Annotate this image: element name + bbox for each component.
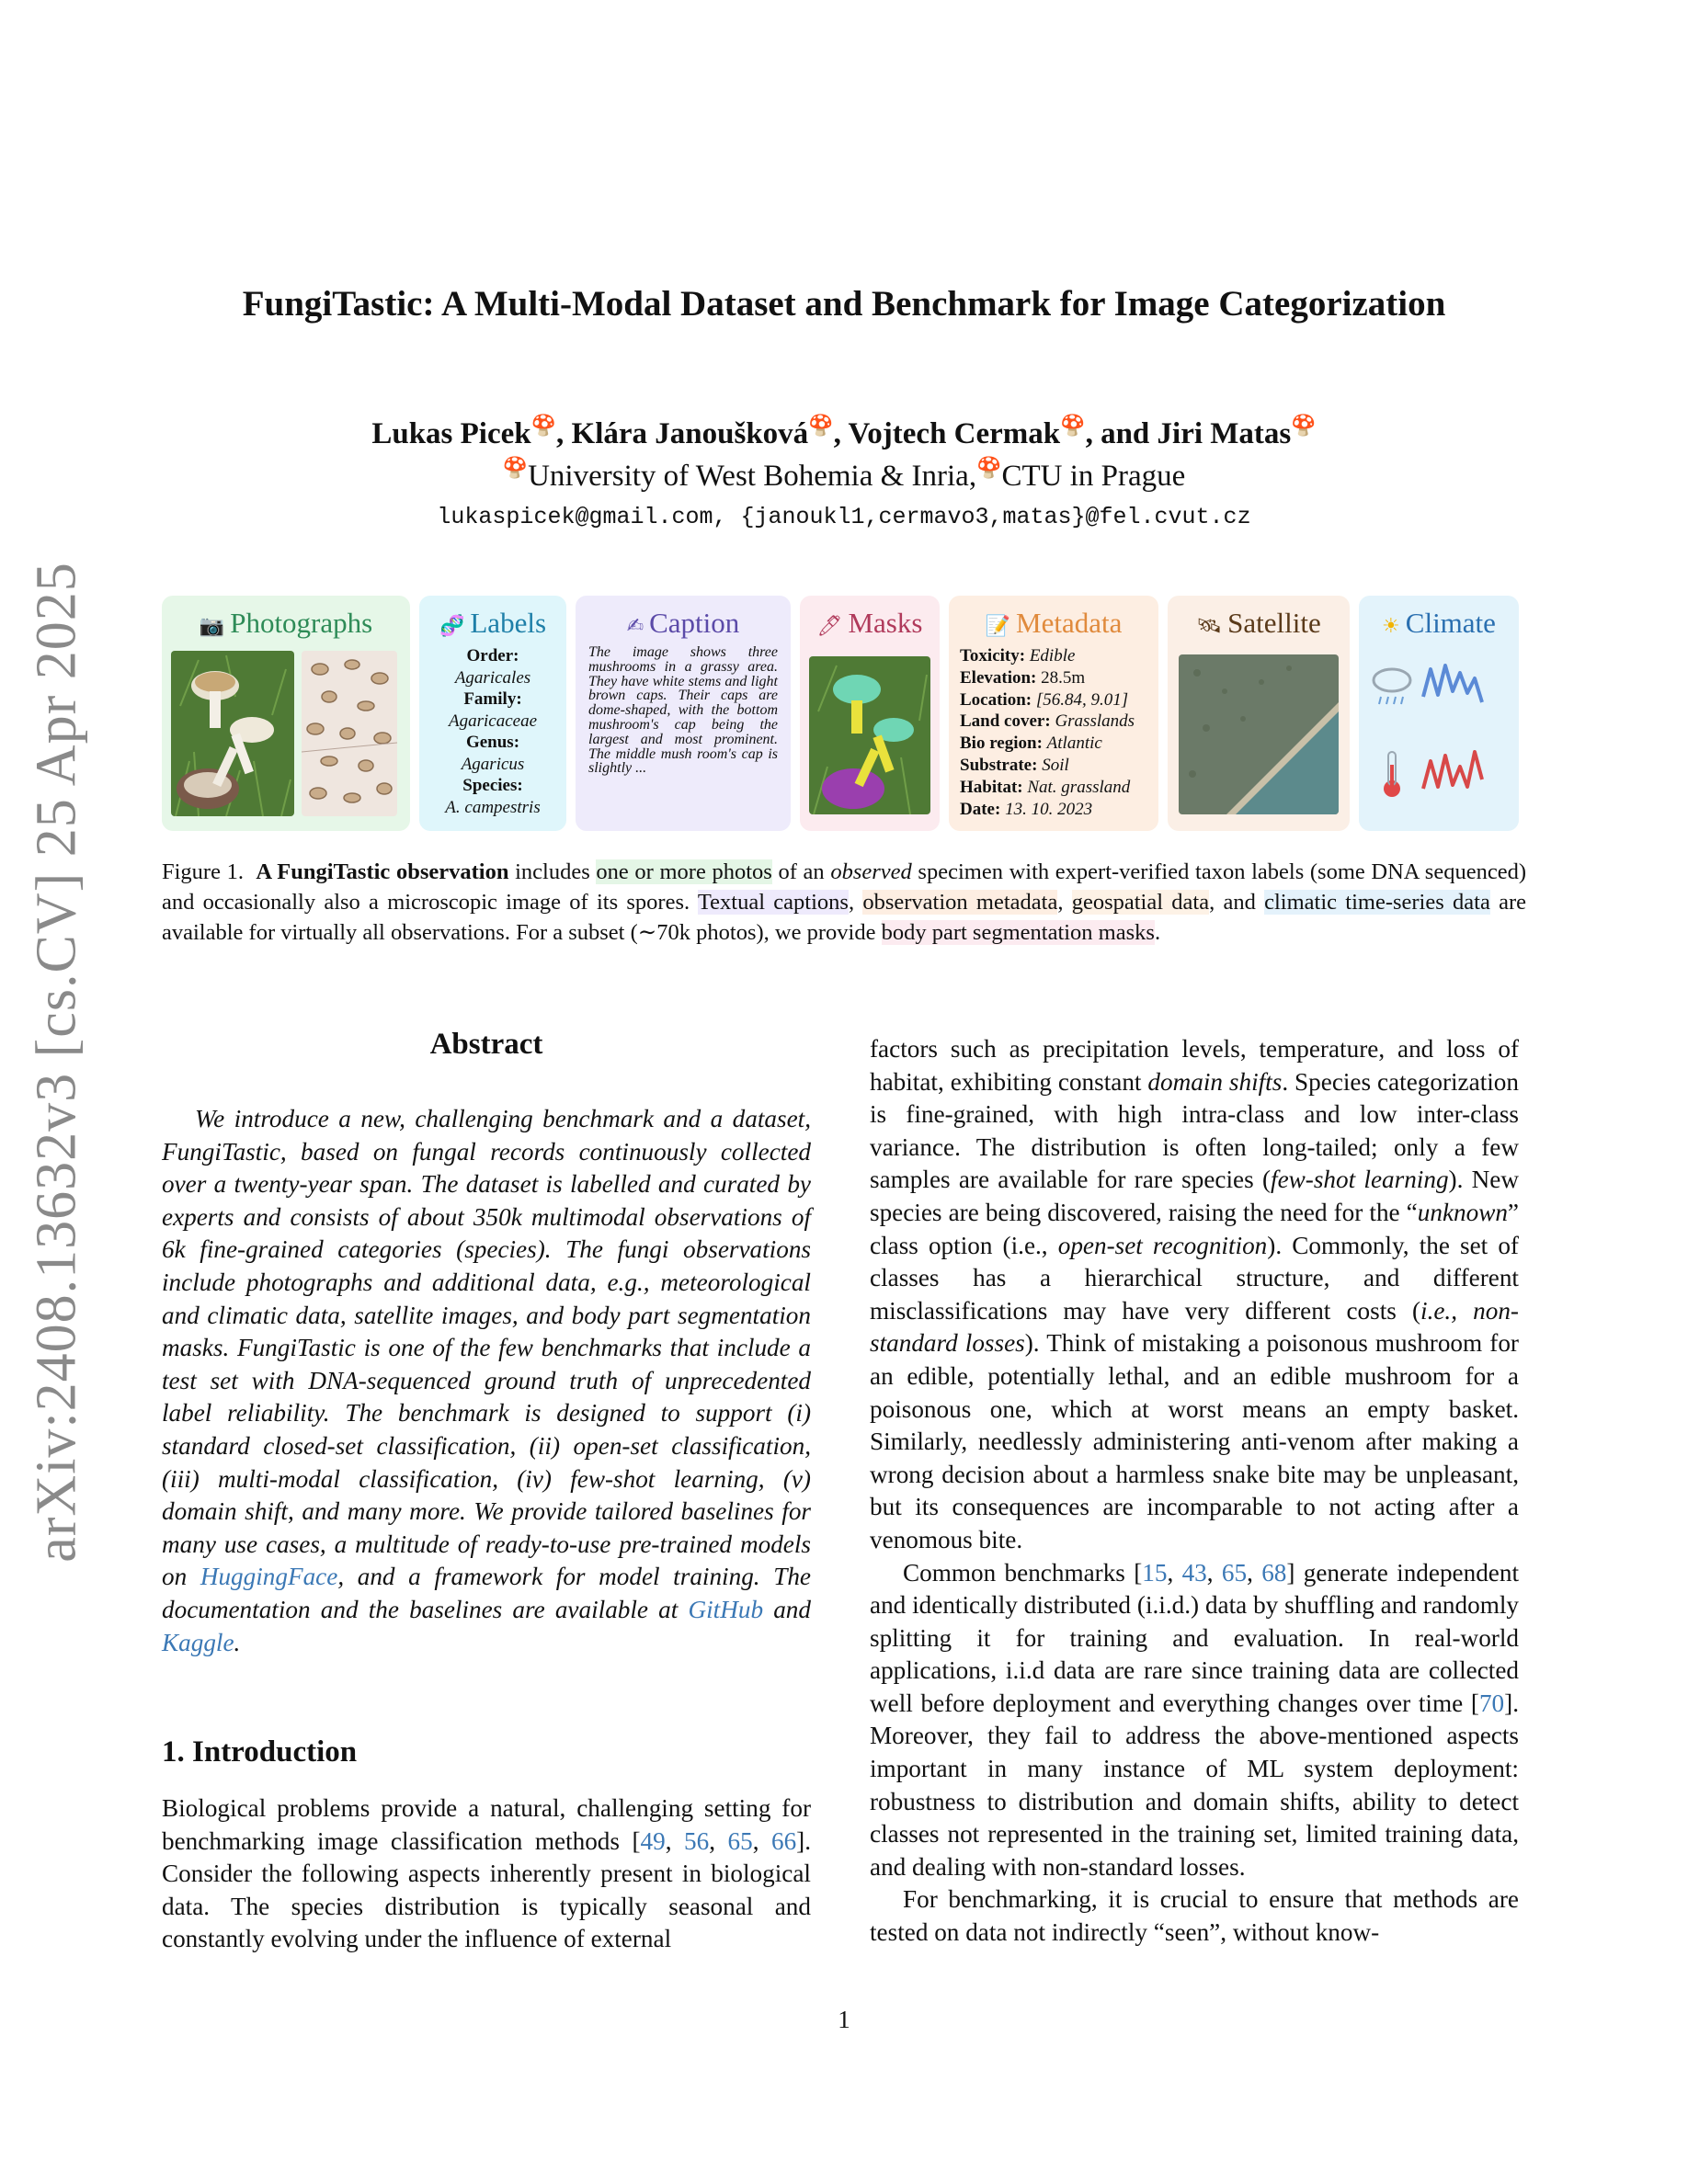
affiliations — [0, 456, 1688, 494]
metadata-list — [956, 645, 1151, 820]
abstract-heading: Abstract — [429, 1028, 543, 1061]
panel-title: Masks — [848, 607, 923, 639]
citation-link[interactable]: 56 — [684, 1826, 710, 1855]
author-name: Jiri Matas — [1157, 417, 1292, 450]
segmentation-mask-image — [809, 656, 930, 814]
panel-metadata — [949, 596, 1158, 831]
figure-caption: Figure 1. A FungiTastic observation includes one or more photos of an observed specimen with expert-verified taxon labels (some DNA sequenced) and occasionally also a microscopic image of its spores. Textual captions, observation metadata, geospatial data, and climatic time-series data are available for virtually all observations. For a subset (∼70k photos), we provide body part segmentation masks. — [162, 859, 1527, 945]
panel-title: Climate — [1405, 607, 1496, 639]
intro-heading: 1. Introduction — [162, 1735, 358, 1769]
panel-climate — [1359, 596, 1519, 831]
panel-photographs — [162, 596, 410, 831]
citation-link[interactable]: 70 — [1478, 1689, 1505, 1717]
author-name: Vojtech Cermak — [848, 417, 1061, 450]
climate-charts — [1368, 660, 1511, 816]
camera-icon: 📷 — [199, 615, 225, 638]
metadata-row: Habitat: Nat. grassland — [960, 777, 1131, 797]
panel-caption — [576, 596, 791, 831]
metadata-row: Bio region: Atlantic — [960, 734, 1102, 754]
satellite-icon: 🛰 — [1196, 615, 1223, 638]
citation-link[interactable]: 65 — [727, 1826, 753, 1855]
arxiv-id: arXiv:2408.13632v3 [cs.CV] 25 Apr 2025 — [25, 561, 88, 1563]
metadata-row: Substrate: Soil — [960, 755, 1069, 775]
mushroom-icon: 🍄 — [530, 414, 557, 437]
arxiv-stamp — [20, 561, 94, 1563]
memo-icon: 📝 — [985, 615, 1011, 638]
affiliation-uwb: University of West Bohemia & Inria, — [528, 460, 977, 493]
github-link[interactable]: GitHub — [688, 1595, 764, 1623]
citation-link[interactable]: 15 — [1142, 1558, 1168, 1587]
abstract-body: We introduce a new, challenging benchmark and a dataset, FungiTastic, based on fungal records continuously collected over a twenty-year span. The dataset is labelled and curated by experts and consists of about 350k multimodal observations of 6k fine-grained categories (species). The fungi observations include photographs and additional data, e.g., meteorological and climatic data, satellite images, and body part segmentation masks. FungiTastic is one of the few benchmarks that include a test set with DNA-sequenced ground truth of unprecedented label reliability. The benchmark is designed to support (i) standard closed-set classification, (ii) open-set classification, (iii) multi-modal classification, (iv) few-shot learning, (v) domain shift, and many more. We provide tailored baselines for many use cases, a multitude of ready-to-use pre-trained models on HuggingFace, and a framework for model training. The documentation and the baselines are available at GitHub and Kaggle. — [162, 1105, 811, 1656]
author-name: Lukas Picek — [371, 417, 531, 450]
citation-link[interactable]: 68 — [1261, 1558, 1287, 1587]
intro-body: Biological problems provide a natural, challenging setting for benchmarking image classification methods [49, 56, 65, 66]. Consider the following aspects inherently present in biological data. The species distribution is typically seasonal and constantly evolving under the influence of external — [162, 1794, 812, 1953]
panel-masks — [800, 596, 940, 831]
author-list: Lukas Picek🍄, Klára Janoušková🍄, Vojtech Cermak🍄, and Jiri Matas🍄 — [371, 414, 1317, 450]
citation-link[interactable]: 66 — [770, 1826, 797, 1855]
author-emails: lukaspicek@gmail.com, {janoukl1,cermavo3,matas}@fel.cvut.cz — [437, 504, 1251, 530]
citation-link[interactable]: 49 — [640, 1826, 666, 1855]
right-column-body — [870, 1033, 1519, 1950]
pen-icon: 🖊 — [816, 615, 843, 638]
mushroom-outline-icon: 🍄 — [1060, 414, 1086, 437]
panel-labels — [419, 596, 566, 831]
temperature-series — [1423, 752, 1482, 789]
precipitation-series — [1423, 665, 1482, 702]
writing-hand-icon: ✍ — [626, 615, 644, 638]
paragraph: For benchmarking, it is crucial to ensure that methods are tested on data not indirectly “seen”, without know- — [870, 1885, 1519, 1947]
rain-cloud-icon — [1374, 669, 1410, 704]
taxon-labels: Order: Agaricales Family: Agaricaceae Genus: Agaricus Species: A. campestris — [445, 646, 541, 817]
affiliation-ctu: CTU in Prague — [1001, 460, 1186, 493]
citation-link[interactable]: 43 — [1181, 1558, 1207, 1587]
mushroom-photo — [171, 651, 294, 816]
panel-title: Caption — [649, 607, 740, 639]
panel-title: Photographs — [230, 607, 373, 639]
dna-icon: 🧬 — [439, 615, 465, 638]
panel-title: Metadata — [1016, 607, 1123, 639]
huggingface-link[interactable]: HuggingFace — [200, 1563, 338, 1591]
panel-title: Satellite — [1227, 607, 1321, 639]
author-name: Klára Janoušková — [571, 417, 809, 450]
mushroom-icon: 🍄 — [502, 456, 529, 479]
paper-title: FungiTastic: A Multi-Modal Dataset and Benchmark for Image Categorization — [242, 284, 1446, 324]
metadata-row: Toxicity: Edible — [960, 646, 1076, 665]
thermometer-icon — [1384, 752, 1400, 797]
sun-icon: ☀ — [1382, 615, 1400, 638]
metadata-row: Land cover: Grasslands — [960, 711, 1135, 732]
metadata-row: Date: 13. 10. 2023 — [960, 799, 1093, 819]
metadata-row: Location: [56.84, 9.01] — [960, 689, 1129, 710]
paragraph: factors such as precipitation levels, temperature, and loss of habitat, exhibiting constant domain shifts. Species categorization is fine-grained, with high intra-class and low inter-class variance. The distribution is often long-tailed; only a few samples are available for rare species (few-shot learning). New species are being discovered, raising the need for the “unknown” class option (i.e., open-set recognition). Commonly, the set of classes has a hierarchical structure, and different misclassifications may have very different costs (i.e., non-standard losses). Think of mistaking a poisonous mushroom for an edible, potentially lethal, and an edible mushroom for a poisonous one, which at worst means an empty basket. Similarly, needlessly administering anti-venom after making a wrong decision about a harmless snake bite may be unpleasant, but its consequences are incomparable to not acting after a venomous bite. — [870, 1035, 1519, 1553]
page-number: 1 — [838, 2006, 850, 2033]
satellite-image — [1179, 654, 1339, 814]
mushroom-outline-icon: 🍄 — [1291, 414, 1317, 437]
mushroom-outline-icon: 🍄 — [808, 414, 834, 437]
kaggle-link[interactable]: Kaggle — [162, 1628, 234, 1656]
citation-link[interactable]: 65 — [1221, 1558, 1248, 1587]
panel-satellite — [1168, 596, 1350, 831]
paragraph: Common benchmarks [15, 43, 65, 68] generate independent and identically distributed (i.i.d.) data by shuffling and randomly splitting it for training and evaluation. In real-world applications, i.i.d data are rare since training data are collected well before deployment and everything changes over time [70]. Moreover, they fail to address the above-mentioned aspects important in many instance of ML system deployment: robustness to distribution and domain shifts, ability to detect classes not represented in the training set, limited training data, and dealing with non-standard losses. — [870, 1558, 1520, 1881]
metadata-row: Elevation: 28.5m — [960, 667, 1086, 688]
panel-title: Labels — [470, 607, 547, 639]
mushroom-outline-icon: 🍄 — [976, 456, 1002, 479]
spore-microscope-image — [302, 651, 397, 816]
caption-text: The image shows three mushrooms in a grassy area. They have white stems and light brown caps. Their caps are dome-shaped, with the bottom mushroom's cap being the largest and most prominent. The middle mush room's cap is slightly ... — [588, 644, 778, 777]
